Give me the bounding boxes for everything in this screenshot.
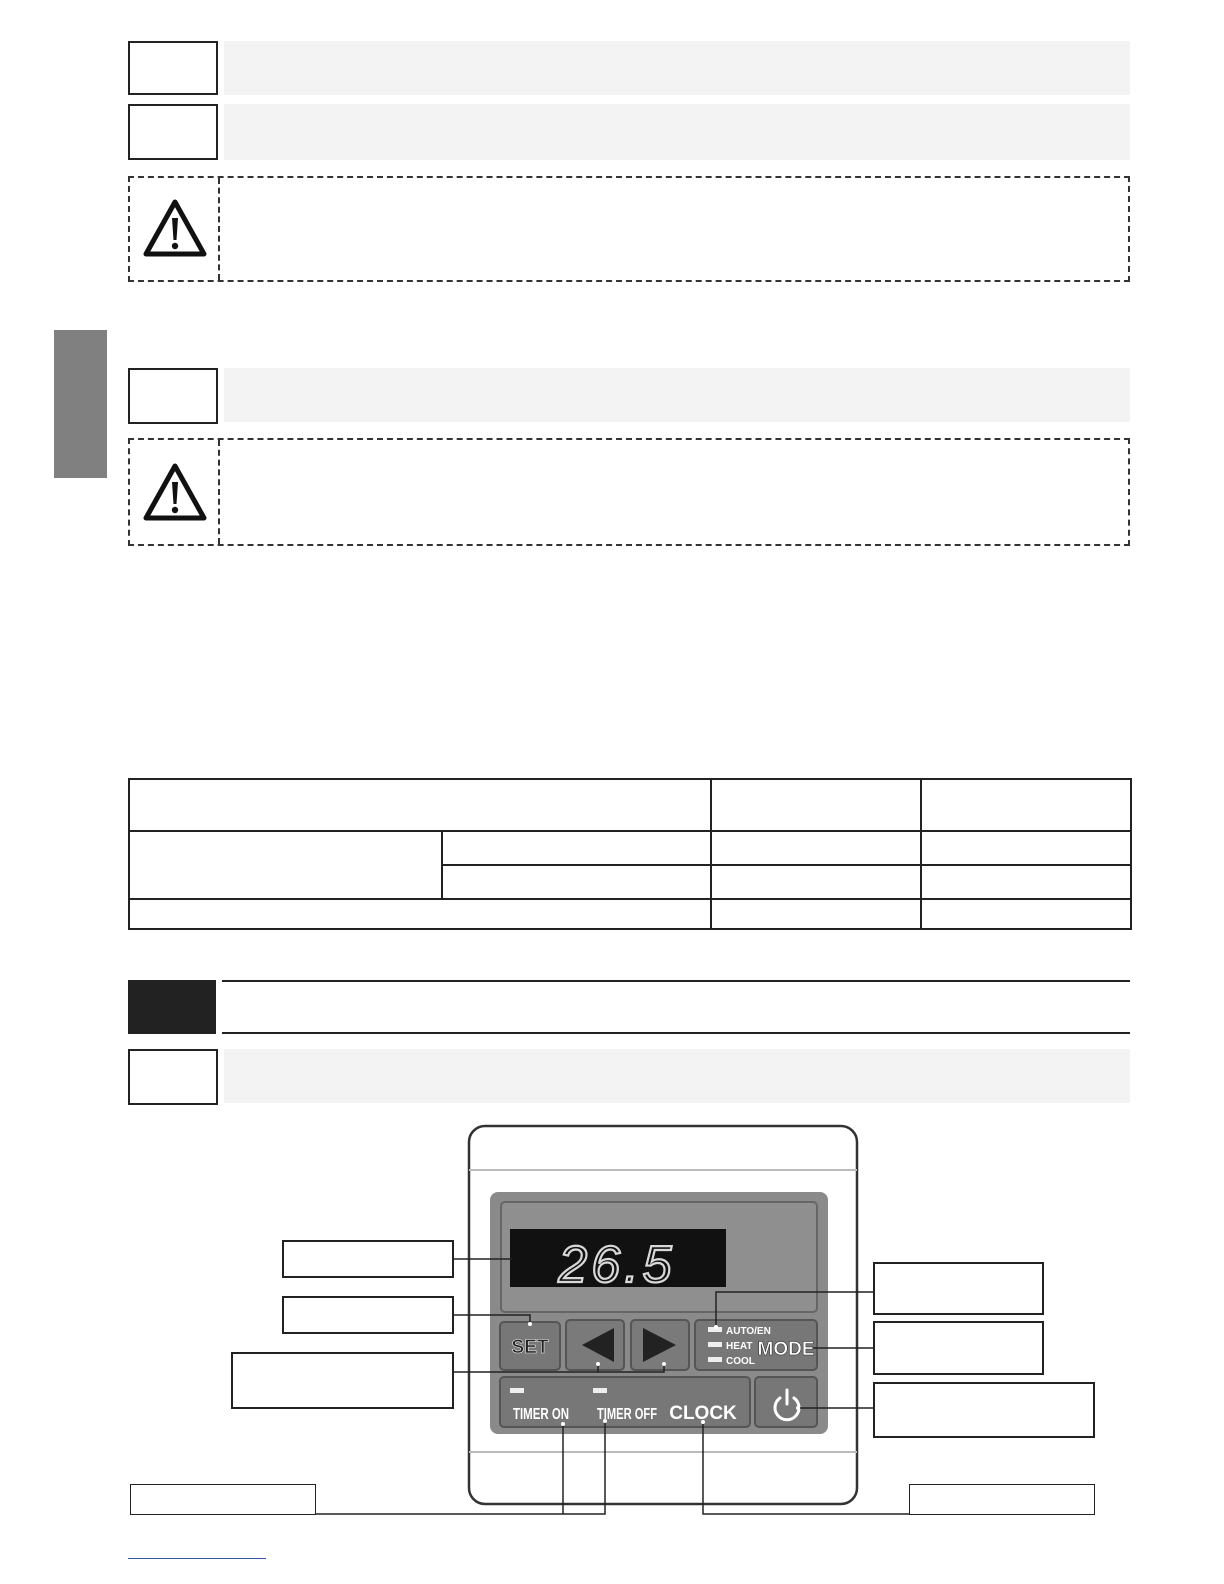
timer-off-led <box>593 1388 607 1393</box>
timer-off-label: TIMER OFF <box>597 1406 658 1423</box>
mode-button-label: MODE <box>757 1339 815 1360</box>
mode-indicator-cool: COOL <box>726 1356 755 1367</box>
set-button-label: SET <box>511 1337 549 1358</box>
indicator-led-heat <box>708 1342 722 1347</box>
clock-label: CLOCK <box>669 1403 737 1424</box>
timer-on-led <box>510 1388 524 1393</box>
indicator-led-cool <box>708 1357 722 1362</box>
timer-on-label: TIMER ON <box>513 1406 569 1423</box>
mode-indicator-auto: AUTO/EN <box>726 1326 771 1337</box>
mode-indicator-heat: HEAT <box>726 1341 753 1352</box>
footer-link-underline <box>128 1558 266 1559</box>
lcd-temperature-value: 26.5 <box>558 1236 676 1294</box>
